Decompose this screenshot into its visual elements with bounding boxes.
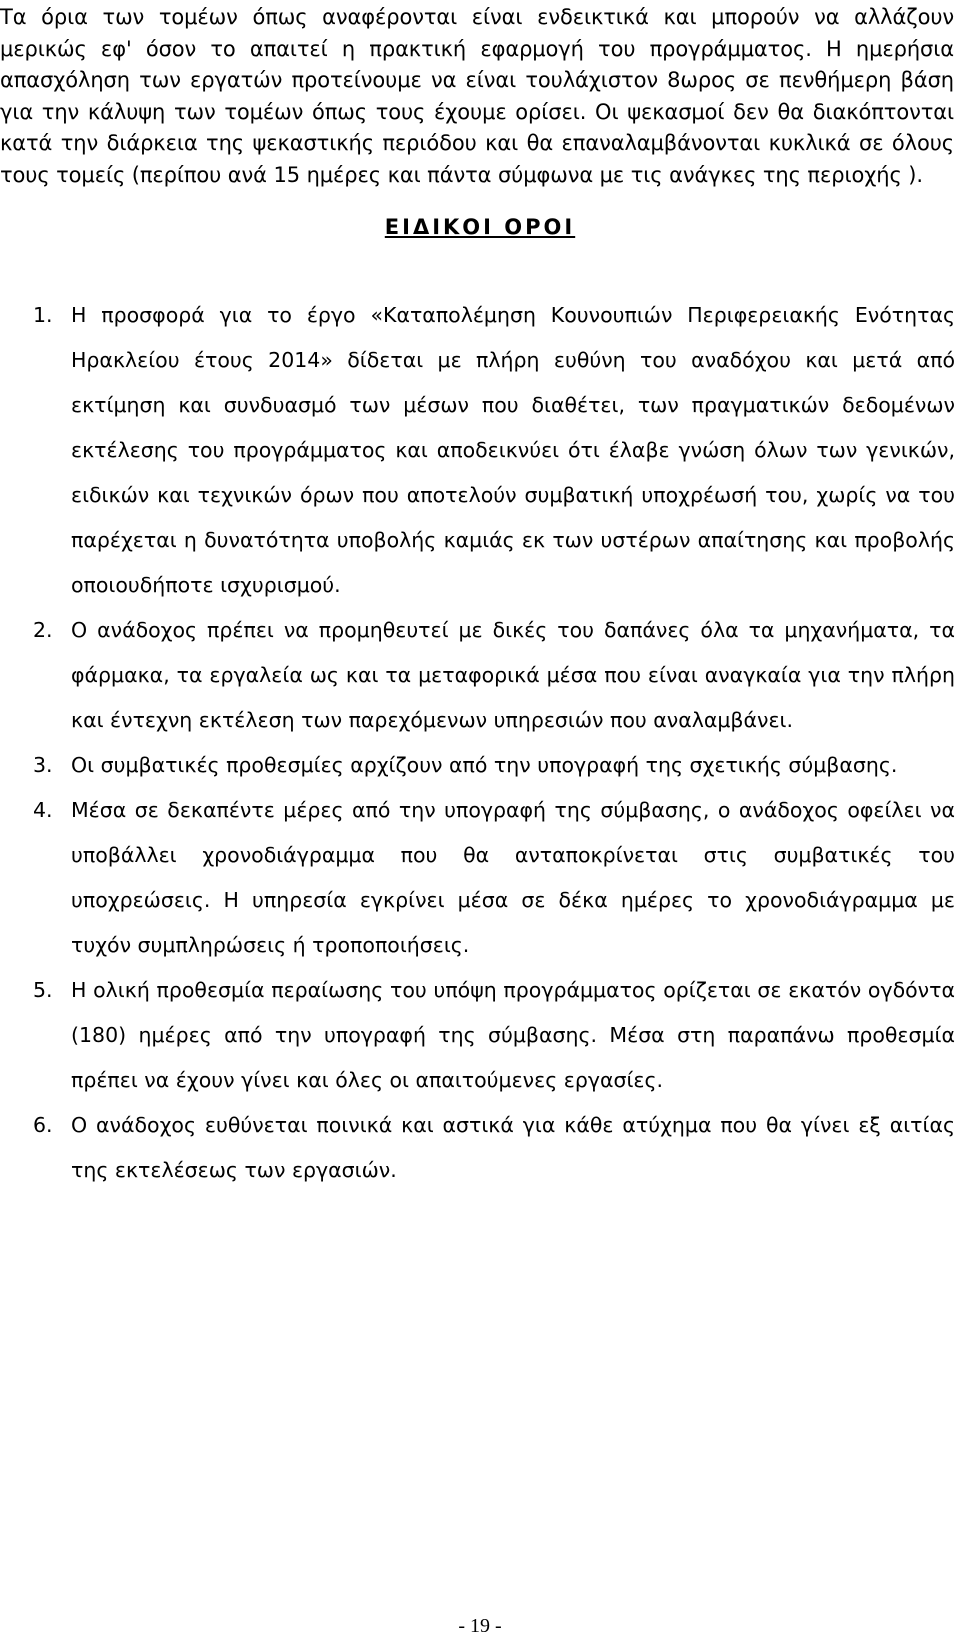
term-number: 3.: [33, 753, 53, 777]
term-text: Μέσα σε δεκαπέντε μέρες από την υπογραφή της σύμβασης, ο ανάδοχος οφείλει να υποβάλλει χρονοδιάγραμμα που θα ανταποκρίνεται στις συμβατικές του υποχρεώσεις. Η υπηρεσία εγκρίνει μέσα σε δέκα ημέρες το χρονοδιάγραμμα με τυχόν συμπληρώσεις ή τροποποιήσεις.: [71, 798, 955, 957]
term-text: Η προσφορά για το έργο «Καταπολέμηση Κουνουπιών Περιφερειακής Ενότητας Ηρακλείου έτους 2014» δίδεται με πλήρη ευθύνη του αναδόχου και μετά από εκτίμηση και συνδυασμό των μέσων που διαθέτει, των πραγματικών δεδομένων εκτέλεσης του προγράμματος και αποδεικνύει ότι έλαβε γνώση όλων των γενικών, ειδικών και τεχνικών όρων που αποτελούν συμβατική υποχρέωσή του, χωρίς να του παρέχεται η δυνατότητα υποβολής καμιάς εκ των υστέρων απαίτησης και προβολής οποιουδήποτε ισχυρισμού.: [71, 303, 955, 597]
term-text: Ο ανάδοχος ευθύνεται ποινικά και αστικά για κάθε ατύχημα που θα γίνει εξ αιτίας της εκτελέσεως των εργασιών.: [71, 1113, 955, 1182]
term-number: 2.: [33, 618, 53, 642]
term-text: Οι συμβατικές προθεσμίες αρχίζουν από την υπογραφή της σχετικής σύμβασης.: [71, 753, 898, 777]
term-item: [0, 788, 955, 968]
term-number: 6.: [33, 1113, 53, 1137]
term-item: [0, 1103, 955, 1193]
term-item: [0, 608, 955, 743]
term-number: 1.: [33, 303, 53, 327]
page-number: - 19 -: [458, 1615, 502, 1637]
term-item: [0, 968, 955, 1103]
term-number: 4.: [33, 798, 53, 822]
terms-list: [0, 293, 955, 1193]
term-item: [0, 293, 955, 608]
term-text: Η ολική προθεσμία περαίωσης του υπόψη προγράμματος ορίζεται σε εκατόν ογδόντα (180) ημέρες από την υπογραφή της σύμβασης. Μέσα στη παραπάνω προθεσμία πρέπει να έχουν γίνει και όλες οι απαιτούμενες εργασίες.: [71, 978, 955, 1092]
term-text: Ο ανάδοχος πρέπει να προμηθευτεί με δικές του δαπάνες όλα τα μηχανήματα, τα φάρμακα, τα εργαλεία ως και τα μεταφορικά μέσα που είναι αναγκαία για την πλήρη και έντεχνη εκτέλεση των παρεχόμενων υπηρεσιών που αναλαμβάνει.: [71, 618, 955, 732]
intro-paragraph: Τα όρια των τομέων όπως αναφέρονται είναι ενδεικτικά και μπορούν να αλλάζουν μερικώς εφ' όσον το απαιτεί η πρακτική εφαρμογή του προγράμματος. Η ημερήσια απασχόληση των εργατών προτείνουμε να είναι τουλάχιστον 8ωρος σε πενθήμερη βάση για την κάλυψη των τομέων όπως τους έχουμε ορίσει. Οι ψεκασμοί δεν θα διακόπτονται κατά την διάρκεια της ψεκαστικής περιόδου και θα επαναλαμβάνονται κυκλικά σε όλους τους τομείς (περίπου ανά 15 ημέρες και πάντα σύμφωνα με τις ανάγκες της περιοχής ).: [0, 5, 954, 187]
term-item: [0, 743, 955, 788]
section-heading: ΕΙΔΙΚΟΙ ΟΡΟΙ: [384, 215, 576, 239]
term-number: 5.: [33, 978, 53, 1002]
